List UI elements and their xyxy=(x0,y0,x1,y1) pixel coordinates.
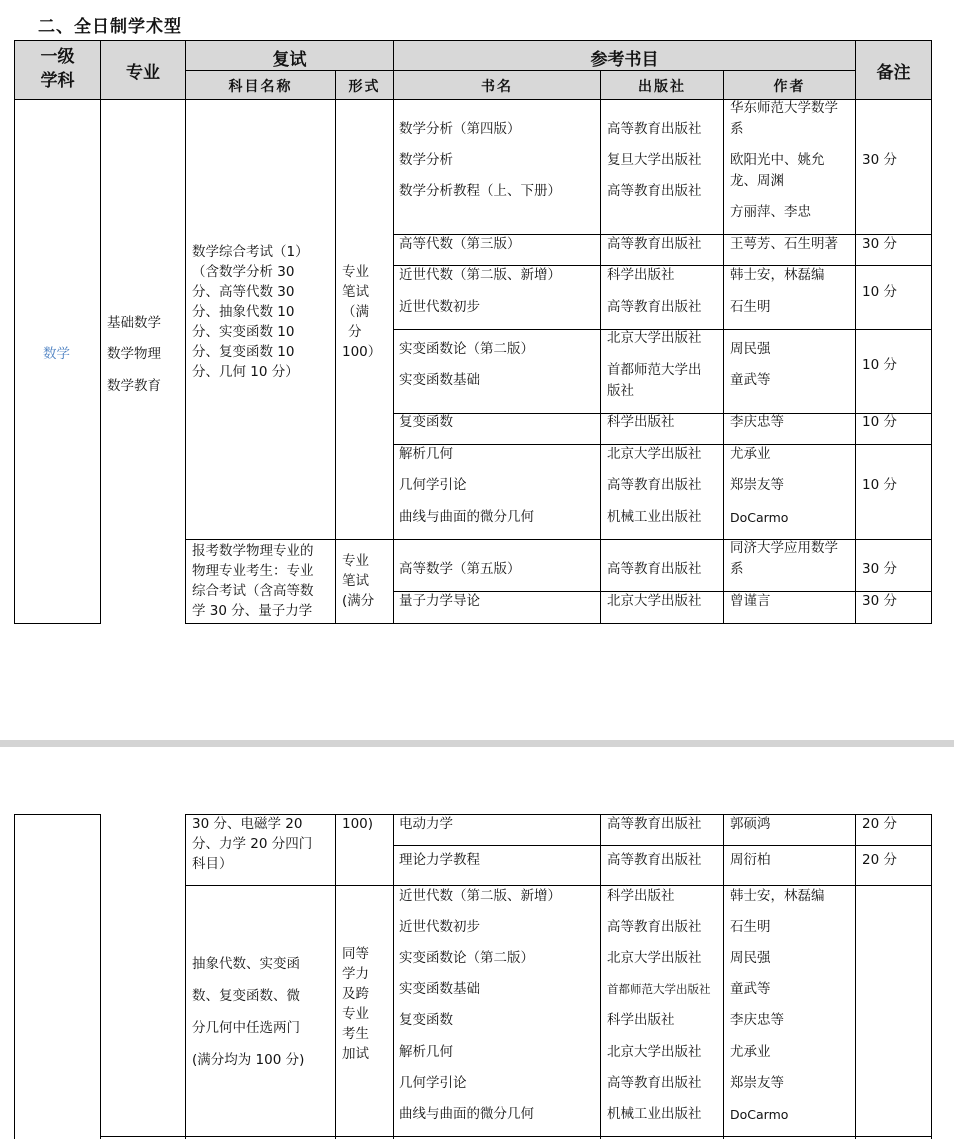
author: 尤承业 xyxy=(730,1044,771,1060)
publisher: 北京大学出版社 xyxy=(607,446,702,462)
remark: 30 分 xyxy=(862,561,897,577)
author: 韩士安，林磊编 xyxy=(730,267,825,283)
header-remark: 备注 xyxy=(876,63,911,83)
author: 李庆忠等 xyxy=(730,1012,784,1028)
book-name: 实变函数基础 xyxy=(399,372,480,388)
remark: 10 分 xyxy=(862,477,897,493)
book-name: 几何学引论 xyxy=(399,1075,467,1091)
remark: 30 分 xyxy=(862,152,897,168)
book-name: 复变函数 xyxy=(399,414,453,430)
author: 方丽萍、李忠 xyxy=(730,204,811,220)
author: 华东师范大学数学 xyxy=(730,100,838,116)
publisher: 高等教育出版社 xyxy=(607,236,702,252)
book-name: 近世代数初步 xyxy=(399,299,480,315)
publisher: 北京大学出版社 xyxy=(607,1044,702,1060)
header-bookname: 书名 xyxy=(481,79,513,95)
book-name: 数学分析教程（上、下册） xyxy=(399,183,561,199)
header-form: 形式 xyxy=(348,79,381,95)
author: 尤承业 xyxy=(730,446,771,462)
remark: 10 分 xyxy=(862,284,897,300)
author: 石生明 xyxy=(730,919,771,935)
book-name: 几何学引论 xyxy=(399,477,467,493)
exam-form: 专业 笔试 （满 分 100） xyxy=(342,264,382,360)
book-name: 近世代数（第二版、新增） xyxy=(399,888,561,904)
subject-name: 抽象代数、实变函 数、复变函数、微 分几何中任选两门 (满分均为 100 分) xyxy=(192,956,305,1068)
author: 曾谨言 xyxy=(730,593,771,609)
header-author: 作者 xyxy=(773,79,806,95)
publisher: 高等教育出版社 xyxy=(607,1075,702,1091)
major-item: 基础数学 xyxy=(107,315,161,331)
exam-form: 专业 笔试 (满分 xyxy=(342,553,375,609)
discipline-link[interactable]: 数学 xyxy=(43,346,70,362)
remark: 10 分 xyxy=(862,414,897,430)
author: 童武等 xyxy=(730,372,771,388)
book-name: 数学分析 xyxy=(399,152,453,168)
author: 王萼芳、石生明著 xyxy=(730,236,838,252)
author: 石生明 xyxy=(730,299,771,315)
publisher: 科学出版社 xyxy=(607,414,675,430)
major-item: 数学物理 xyxy=(107,346,161,362)
author: 李庆忠等 xyxy=(730,414,784,430)
subject-name: 报考数学物理专业的 物理专业考生：专业 综合考试（含高等数 学 30 分、量子力学 xyxy=(192,543,314,619)
remark: 30 分 xyxy=(862,236,897,252)
book-name: 解析几何 xyxy=(399,446,453,462)
subject-name: 30 分、电磁学 20 分、力学 20 分四门 科目） xyxy=(192,816,313,872)
major-item: 数学教育 xyxy=(107,378,161,394)
publisher: 高等教育出版社 xyxy=(607,299,702,315)
header-retest: 复试 xyxy=(272,50,307,70)
publisher: 北京大学出版社 xyxy=(607,593,702,609)
header-subject: 科目名称 xyxy=(228,79,293,95)
author: 同济大学应用数学 xyxy=(730,540,838,556)
author: 童武等 xyxy=(730,981,771,997)
publisher: 复旦大学出版社 xyxy=(607,152,702,168)
author: 韩士安，林磊编 xyxy=(730,888,825,904)
publisher: 高等教育出版社 xyxy=(607,816,702,832)
publisher: 北京大学出版社 xyxy=(607,330,702,346)
author: 欧阳光中、姚允 xyxy=(730,152,825,168)
author: 系 xyxy=(730,121,744,137)
publisher: 高等教育出版社 xyxy=(607,852,702,868)
header-discipline: 一级 学科 xyxy=(40,47,75,91)
remark: 20 分 xyxy=(862,816,897,832)
book-name: 实变函数基础 xyxy=(399,981,480,997)
author: 周衍柏 xyxy=(730,852,771,868)
author: 周民强 xyxy=(730,950,771,966)
publisher: 高等教育出版社 xyxy=(607,919,702,935)
publisher: 版社 xyxy=(607,383,634,399)
book-name: 高等代数（第三版） xyxy=(399,236,521,252)
publisher: 机械工业出版社 xyxy=(607,509,702,525)
author: 郑崇友等 xyxy=(730,477,784,493)
remark: 10 分 xyxy=(862,357,897,373)
header-refbooks: 参考书目 xyxy=(590,50,659,70)
book-name: 曲线与曲面的微分几何 xyxy=(399,509,534,525)
book-name: 高等数学（第五版） xyxy=(399,561,521,577)
book-name: 近世代数（第二版、新增） xyxy=(399,267,561,283)
publisher: 机械工业出版社 xyxy=(607,1106,702,1122)
publisher: 科学出版社 xyxy=(607,1012,675,1028)
remark: 30 分 xyxy=(862,593,897,609)
publisher: 高等教育出版社 xyxy=(607,477,702,493)
publisher: 首都师范大学出 xyxy=(607,362,702,378)
header-major: 专业 xyxy=(126,63,160,83)
book-name: 量子力学导论 xyxy=(399,593,480,609)
book-name: 理论力学教程 xyxy=(399,852,480,868)
book-name: 数学分析（第四版） xyxy=(399,121,521,137)
book-name: 复变函数 xyxy=(399,1012,453,1028)
author: 系 xyxy=(730,561,744,577)
book-name: 实变函数论（第二版） xyxy=(399,950,534,966)
exam-form: 100) xyxy=(342,816,374,832)
publisher: 北京大学出版社 xyxy=(607,950,702,966)
publisher: 高等教育出版社 xyxy=(607,561,702,577)
publisher: 高等教育出版社 xyxy=(607,121,702,137)
publisher: 科学出版社 xyxy=(607,888,675,904)
publisher: 科学出版社 xyxy=(607,267,675,283)
author: DoCarmo xyxy=(730,510,789,525)
book-name: 曲线与曲面的微分几何 xyxy=(399,1106,534,1122)
author: 郑崇友等 xyxy=(730,1075,784,1091)
subject-name: 数学综合考试（1） （含数学分析 30 分、高等代数 30 分、抽象代数 10 分、实变函数 10 分、复变函数 10 分、几何 10 分） xyxy=(192,244,309,380)
remark: 20 分 xyxy=(862,852,897,868)
author: 郭硕鸿 xyxy=(730,816,771,832)
section-title: 二、全日制学术型 xyxy=(38,17,182,37)
page-separator xyxy=(0,740,954,747)
author: DoCarmo xyxy=(730,1107,789,1122)
book-name: 电动力学 xyxy=(399,816,453,832)
publisher: 首都师范大学出版社 xyxy=(607,982,711,996)
header-publisher: 出版社 xyxy=(638,79,686,95)
book-name: 近世代数初步 xyxy=(399,919,480,935)
publisher: 高等教育出版社 xyxy=(607,183,702,199)
author: 周民强 xyxy=(730,341,771,357)
book-name: 实变函数论（第二版） xyxy=(399,341,534,357)
exam-form: 同等 学力 及跨 专业 考生 加试 xyxy=(342,946,369,1062)
book-name: 解析几何 xyxy=(399,1044,453,1060)
author: 龙、周渊 xyxy=(730,173,784,189)
